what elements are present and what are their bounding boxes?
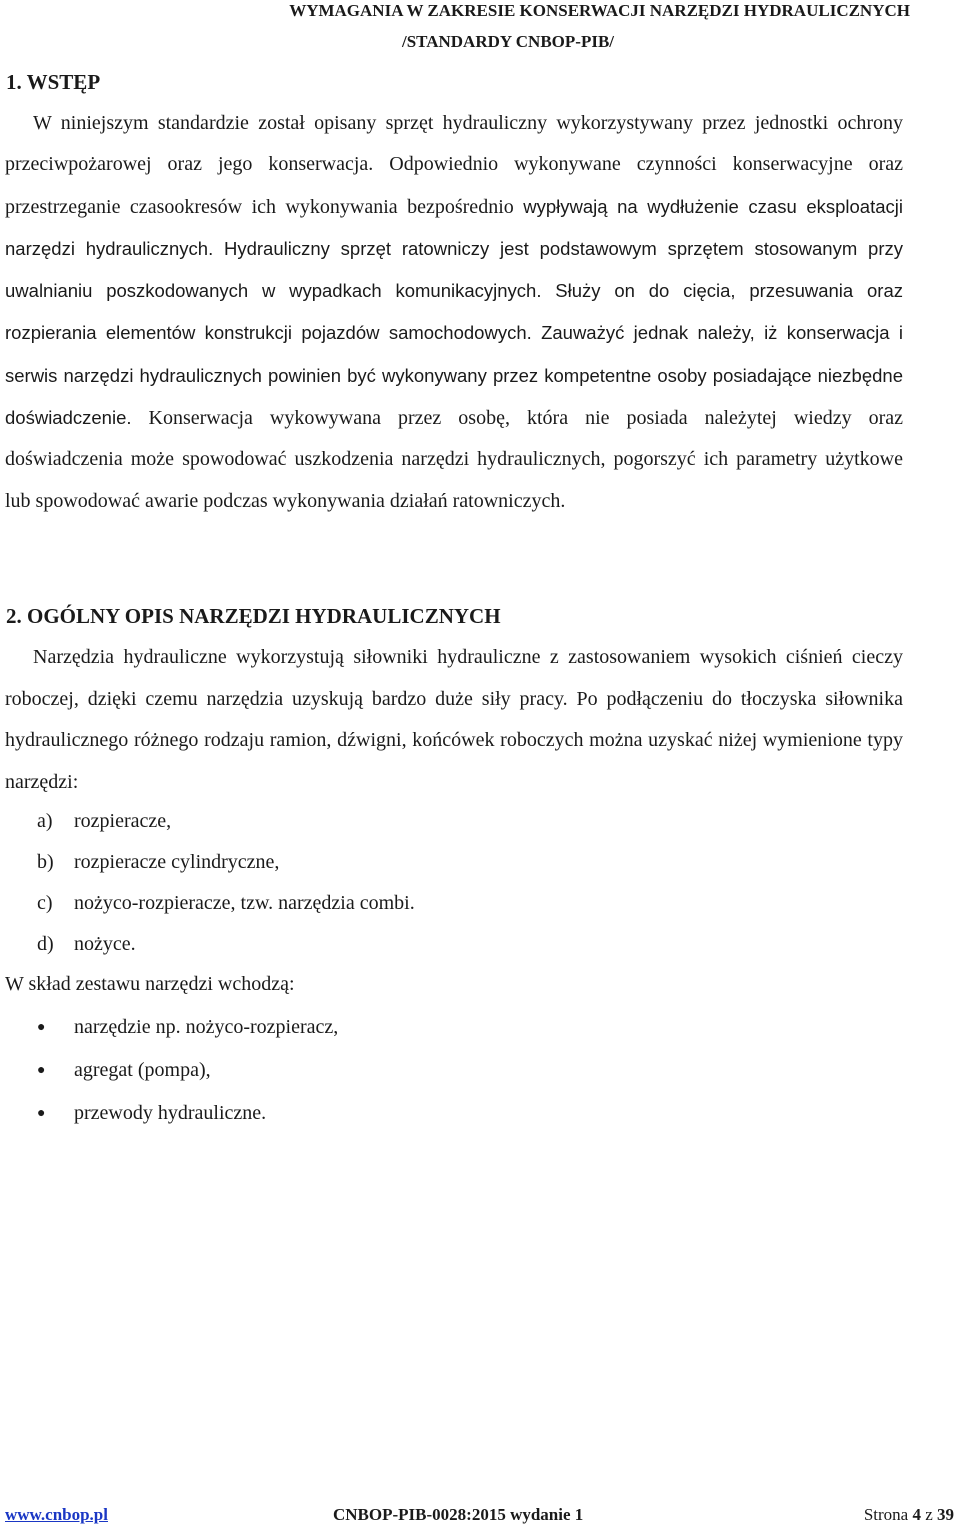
page-word: Strona	[863, 1505, 909, 1524]
bullet-icon: ●	[37, 1020, 46, 1035]
section-2-paragraph: Narzędzia hydrauliczne wykorzystują siłowniki hydrauliczne z zastosowaniem wysokich ciśnień cieczy roboczej, dzięki czemu narzędzia uzyskują bardzo duże siły pracy. Po podłączeniu do tłoczyska siłownika hydraulicznego różnego rodzaju ramion, dźwigni, końcówek roboczych można uzyskać niżej wymienione typy narzędzi:	[5, 646, 903, 793]
list-item-text: nożyco-rozpieracze, tzw. narzędzia combi.	[74, 892, 415, 914]
list-item	[37, 842, 415, 883]
list-item	[37, 924, 415, 965]
header-title: WYMAGANIA W ZAKRESIE KONSERWACJI NARZĘDZI HYDRAULICZNYCH	[289, 1, 910, 20]
list-item-text: rozpieracze,	[74, 810, 172, 832]
list-item	[37, 1049, 338, 1092]
list-item-text: przewody hydrauliczne.	[74, 1102, 267, 1124]
section-1-text-a: W niniejszym standardzie został opisany sprzęt hydrauliczny wykorzystywany przez jednostki ochrony przeciwpożarowej oraz jego konserwacja. Odpowiednio wykonywane czynności konserwacyjne oraz przestrzeganie czasookresów ich wykonywania bezpośrednio	[5, 112, 903, 218]
list-marker: c)	[37, 892, 53, 914]
kit-intro: W skład zestawu narzędzi wchodzą:	[5, 973, 295, 995]
page-number	[864, 1503, 954, 1527]
section-1-heading: 1. WSTĘP	[6, 70, 101, 94]
list-item	[37, 801, 415, 842]
tool-types-list	[37, 801, 415, 965]
bullet-icon: ●	[37, 1106, 46, 1121]
list-item	[37, 883, 415, 924]
list-item-text: nożyce.	[74, 933, 136, 955]
page-total: 39	[937, 1505, 954, 1524]
list-item	[37, 1092, 338, 1135]
list-marker: b)	[37, 851, 54, 873]
bullet-icon: ●	[37, 1063, 46, 1078]
section-2-heading: 2. OGÓLNY OPIS NARZĘDZI HYDRAULICZNYCH	[6, 604, 501, 628]
page-footer	[0, 1503, 960, 1527]
list-marker: d)	[37, 933, 54, 955]
section-1-paragraph	[5, 103, 903, 522]
list-marker: a)	[37, 810, 53, 832]
page-current: 4	[912, 1505, 921, 1524]
list-item-text: narzędzie np. nożyco-rozpieracz,	[74, 1016, 339, 1038]
list-item-text: rozpieracze cylindryczne,	[74, 851, 280, 873]
kit-items-list	[37, 1006, 338, 1135]
list-item	[37, 1006, 338, 1049]
header-subtitle: /STANDARDY CNBOP-PIB/	[401, 32, 615, 51]
section-1-text-b: wypływają na wydłużenie czasu eksploatacji narzędzi hydraulicznych. Hydrauliczny sprzęt ratowniczy jest podstawowym sprzętem stosowanym przy uwalnianiu poszkodowanych w wypadkach komunikacyjnych. Służy on do cięcia, przesuwania oraz rozpierania elementów konstrukcji pojazdów samochodowych. Zauważyć jednak należy, iż konserwacja i serwis narzędzi hydraulicznych powinien być wykonywany przez kompetentne osoby posiadające niezbędne doświadczenie.	[5, 195, 903, 429]
page-of: z	[925, 1505, 933, 1524]
section-1-text-c: Konserwacja wykowywana przez osobę, która nie posiada należytej wiedzy oraz doświadczenia może spowodować uszkodzenia narzędzi hydraulicznych, pogorszyć ich parametry użytkowe lub spowodować awarie podczas wykonywania działań ratowniczych.	[5, 407, 903, 512]
website-link[interactable]: www.cnbop.pl	[5, 1505, 108, 1524]
list-item-text: agregat (pompa),	[74, 1059, 211, 1081]
document-id: CNBOP-PIB-0028:2015 wydanie 1	[333, 1505, 584, 1524]
